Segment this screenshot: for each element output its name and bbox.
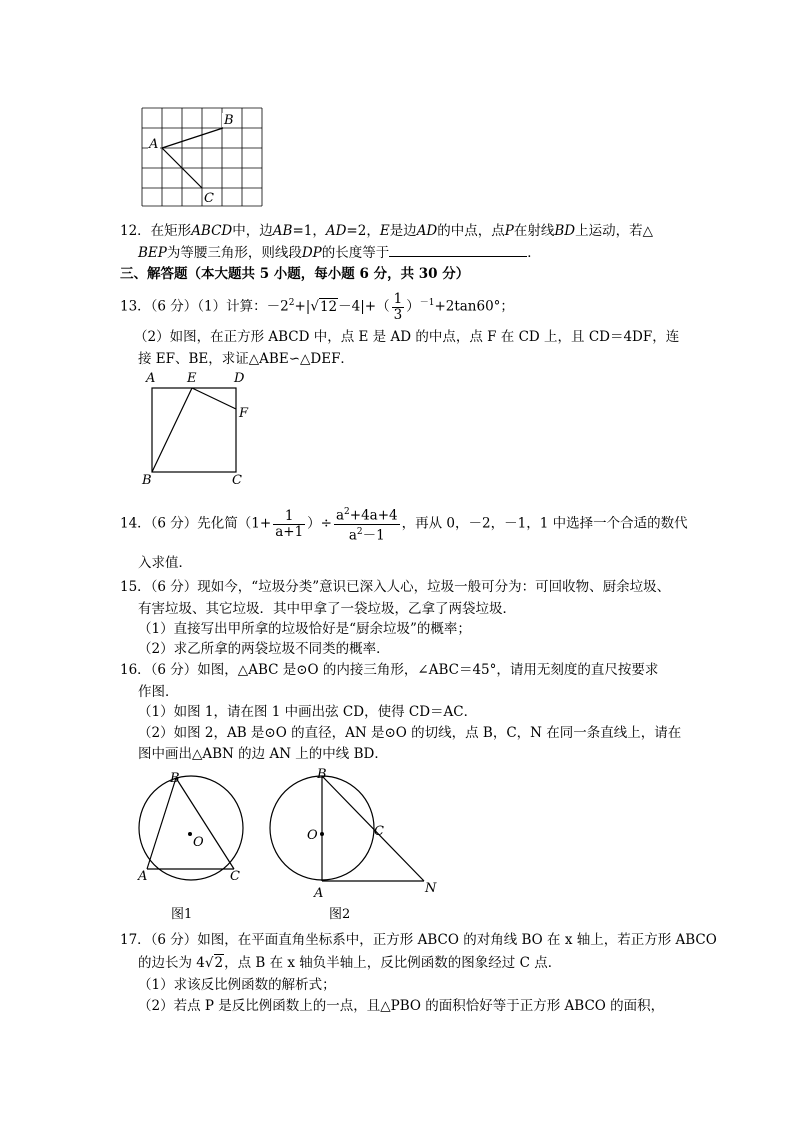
label-b: B <box>170 771 180 786</box>
square-figure <box>140 370 260 490</box>
fraction-quadratic: $\frac{a^2+4a+4}{a^2-1}$ <box>335 507 398 543</box>
label-c: C <box>232 473 242 488</box>
q16-line3: （1）如图 1，请在图 1 中画出弦 CD，使得 CD＝AC． <box>138 704 478 720</box>
label-a: A <box>146 371 156 386</box>
segment-bn <box>322 776 424 881</box>
label-n: N <box>425 881 437 896</box>
answer-blank[interactable] <box>389 244 527 257</box>
circle-figure-1 <box>130 768 260 888</box>
center-point <box>188 832 192 836</box>
q15-line2: 有害垃圾、其它垃圾．其中甲拿了一袋垃圾，乙拿了两袋垃圾． <box>138 601 516 617</box>
center-point <box>320 832 324 836</box>
q17-line3: （1）求该反比例函数的解析式； <box>138 977 336 993</box>
fraction-1-over-a1: $\frac{1}{a+1}$ <box>275 507 304 540</box>
grid-lines <box>142 108 262 206</box>
q16-line4: （2）如图 2，AB 是⊙O 的直径，AN 是⊙O 的切线，点 B，C，N 在同一条直线上，请在 <box>138 725 682 741</box>
q17-line1: 17．（6 分）如图，在平面直角坐标系中，正方形 ABCO 的对角线 BO 在 x 轴上，若正方形 ABCO <box>120 932 717 948</box>
q14-line1: 14．（6 分）先化简（1+ $\frac{1}{a+1}$ ）÷ $\frac{a^2+4a+4}{a^2-1}$ ，再从 0，－2，－1，1 中选择一个合适的数代 <box>120 507 688 543</box>
label-c: C <box>204 191 214 206</box>
segment-ef <box>192 388 236 409</box>
label-a: A <box>149 137 159 152</box>
label-o: O <box>193 835 204 850</box>
q17-line4: （2）若点 P 是反比例函数上的一点，且△PBO 的面积恰好等于正方形 ABCO 的面积， <box>138 998 665 1014</box>
q15-line1: 15．（6 分）现如今，“垃圾分类”意识已深入人心，垃圾一般可分为：可回收物、厨余垃圾、 <box>120 579 671 595</box>
q16-line2: 作图． <box>138 684 179 700</box>
label-a: A <box>138 869 148 884</box>
section-title: 三、解答题（本大题共 5 小题，每小题 6 分，共 30 分） <box>120 266 470 282</box>
label-d: D <box>234 371 245 386</box>
label-b: B <box>224 113 234 128</box>
segment-ab <box>162 128 223 148</box>
q16-line5: 图中画出△ABN 的边 AN 上的中线 BD． <box>138 746 388 762</box>
square-abcd <box>152 388 236 472</box>
label-b: B <box>142 473 152 488</box>
figure-1-caption: 图1 <box>171 907 193 922</box>
label-e: E <box>187 371 197 386</box>
label-a: A <box>314 886 324 901</box>
segment-be <box>152 388 192 472</box>
q15-line4: （2）求乙所拿的两袋垃圾不同类的概率． <box>138 641 390 657</box>
q13-part1: 13．（6 分）（1）计算：$-2^2+|√12-4|+$（ $\frac{1}{3}$ ）$^{-1}$+2tan60°； <box>120 290 514 323</box>
segment-bc <box>176 778 234 869</box>
segment-ab <box>147 778 176 869</box>
label-c: C <box>230 869 240 884</box>
label-f: F <box>239 406 249 421</box>
figure-2-caption: 图2 <box>329 907 351 922</box>
q16-line1: 16．（6 分）如图，△ABC 是⊙O 的内接三角形，∠ABC＝45°，请用无刻度的直尺按要求 <box>120 662 659 678</box>
q12-line1: 12．在矩形ABCD中，边AB=1，AD=2，E是边AD的中点，点P在射线BD上运动，若△ <box>120 223 653 239</box>
label-o: O <box>307 828 318 843</box>
circle-figure-2 <box>264 767 444 901</box>
label-b: B <box>317 767 327 782</box>
q12-line2: BEP为等腰三角形，则线段DP的长度等于 ． <box>138 245 541 261</box>
label-c: C <box>374 824 384 839</box>
circle-o <box>139 776 243 880</box>
q13-part2-line2: 接 EF、BE，求证△ABE∽△DEF． <box>138 351 354 367</box>
q14-line2: 入求值． <box>138 555 192 571</box>
q15-line3: （1）直接写出甲所拿的垃圾恰好是“厨余垃圾”的概率； <box>138 621 471 637</box>
grid-figure <box>142 108 266 208</box>
q13-part2-line1: （2）如图，在正方形 ABCD 中，点 E 是 AD 的中点，点 F 在 CD 上，且 CD＝4DF，连 <box>134 329 680 345</box>
fraction-one-third: $\frac{1}{3}$ <box>393 290 403 323</box>
q17-line2: 的边长为 4√2，点 B 在 x 轴负半轴上，反比例函数的图象经过 C 点． <box>138 955 562 971</box>
